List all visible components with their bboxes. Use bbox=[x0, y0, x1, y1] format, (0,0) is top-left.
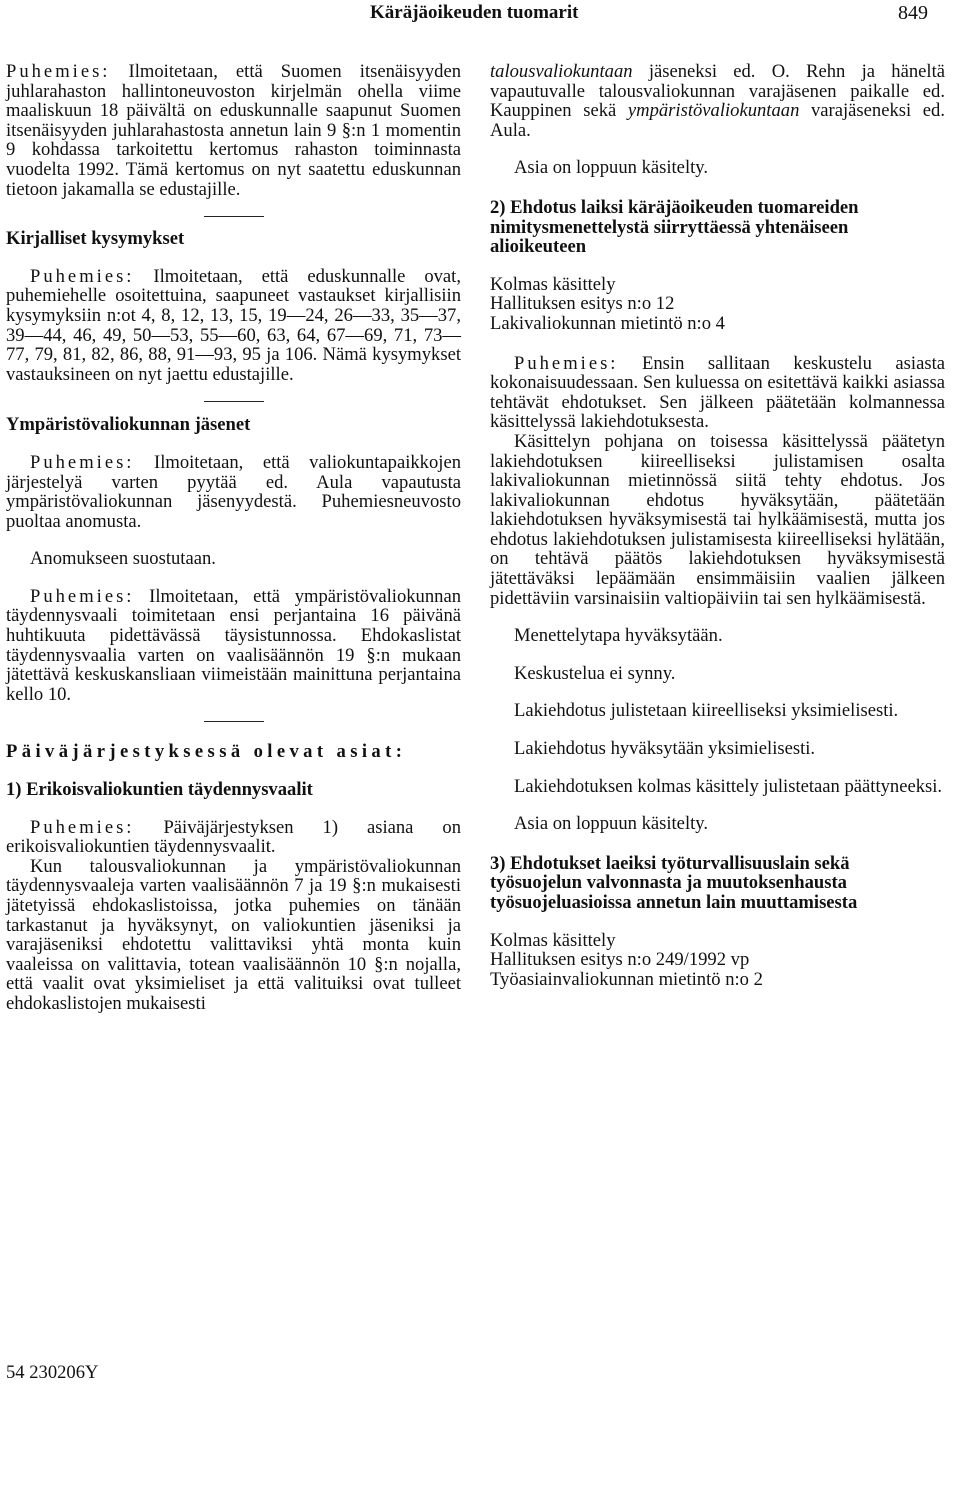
committee-name: ympäristövaliokuntaan bbox=[627, 100, 800, 122]
statement-menettelytapa: Menettelytapa hyväksytään. bbox=[514, 625, 723, 647]
print-code: 54 230206Y bbox=[6, 1362, 99, 1383]
speaker-label: Puhemies: bbox=[30, 265, 135, 287]
paragraph-text: varajäseneksi ed. Aula. bbox=[490, 100, 945, 141]
speaker-label: Puhemies: bbox=[30, 585, 135, 607]
speaker-label: Puhemies: bbox=[6, 61, 111, 82]
closing-line-item-1: Asia on loppuun käsitelty. bbox=[514, 157, 709, 179]
statement-paattyneeksi: Lakiehdotuksen kolmas käsittely julistetaan päättyneeksi. bbox=[514, 775, 943, 797]
statement-kiireelliseksi: Lakiehdotus julistetaan kiireelliseksi yksimielisesti. bbox=[514, 700, 899, 722]
paragraph-text: Ilmoitetaan, että ympäristövaliokunnan täydennysvaali toimitetaan ensi perjantaina 16 päivänä huhtikuuta pidettävässä täysistunnossa. Ehdokaslistat täydennysvaalia varten on vaalisäännön 19 §:n mukaan jätettävä keskuskansliaan viimeistään mainittuna perjantaina kello 10. bbox=[6, 585, 461, 705]
paragraph-taydennysvaali bbox=[6, 587, 461, 705]
right-column bbox=[490, 62, 945, 989]
running-head-title: Käräjäoikeuden tuomarit bbox=[370, 2, 579, 23]
paragraph-text: Ilmoitetaan, että valiokuntapaikkojen järjestelyä varten pyytää ed. Aula vapautusta ympäristövaliokunnan jäsenyydestä. Puhemiesneuvosto puoltaa anomusta. bbox=[6, 451, 461, 532]
speaker-label: Puhemies: bbox=[514, 352, 619, 374]
paragraph-item-1-intro bbox=[6, 818, 461, 857]
paragraph-text: Ensin sallitaan keskustelu asiasta kokonaisuudessaan. Sen kuluessa on esitettävä kaikki asiassa tehtävät ehdotukset. Sen jälkeen päätetään kolmannessa käsittelyssä lakiehdotuksesta. bbox=[490, 352, 945, 433]
paragraph-text: Ilmoitetaan, että Suomen itsenäisyyden juhlarahaston hallintoneuvoston kirjelmän ohella viime maaliskuun 18 päivältä on eduskunnalle saapunut Suomen itsenäisyyden juhlarahastosta annetun lain 9 §:n 1 momentin 9 kohdassa tarkoitettu kertomus rahaston toiminnasta vuodelta 1992. Tämä kertomus on nyt saatettu eduskunnan tietoon jakamalla se edustajille. bbox=[6, 61, 461, 200]
running-head bbox=[0, 0, 960, 30]
speaker-label: Puhemies: bbox=[30, 816, 135, 838]
heading-ymparistovaliokunnan-jasenet: Ympäristövaliokunnan jäsenet bbox=[6, 414, 251, 436]
heading-item-1: 1) Erikoisvaliokuntien täydennysvaalit bbox=[6, 779, 313, 801]
item-2-meta-2: Hallituksen esitys n:o 12 bbox=[490, 293, 675, 315]
paragraph-text: Päiväjärjestyksen 1) asiana on erikoisvaliokuntien täydennysvaalit. bbox=[6, 816, 461, 858]
item-3-meta-3: Työasiainvaliokunnan mietintö n:o 2 bbox=[490, 968, 763, 990]
paragraph-valitut bbox=[490, 62, 945, 140]
heading-kirjalliset-kysymykset: Kirjalliset kysymykset bbox=[6, 228, 185, 250]
paragraph-kirjalliset bbox=[6, 267, 461, 385]
heading-item-2: 2) Ehdotus laiksi käräjäoikeuden tuomareiden nimitysmenettelystä siirryttäessä yhtenäiseen alioikeuteen bbox=[490, 196, 859, 258]
page-number: 849 bbox=[898, 2, 928, 24]
statement-keskustelu: Keskustelua ei synny. bbox=[514, 662, 676, 684]
item-3-meta-2: Hallituksen esitys n:o 249/1992 vp bbox=[490, 949, 750, 971]
speaker-label: Puhemies: bbox=[30, 451, 135, 473]
item-2-meta-1: Kolmas käsittely bbox=[490, 273, 616, 295]
decision-anomus: Anomukseen suostutaan. bbox=[30, 548, 216, 570]
paragraph-juhlarahasto bbox=[6, 62, 461, 199]
paragraph-item-2-speaker bbox=[490, 354, 945, 432]
paragraph-text: Ilmoitetaan, että eduskunnalle ovat, puhemiehelle osoitettuina, saapuneet vastaukset kirjallisiin kysymyksiin n:ot 4, 8, 12, 13, 15, 19—24, 26—33, 35—37, 39—44, 46, 49, 50—53, 55—60, 63, 64, 67—69, 71, 73—77, 79, 81, 82, 86, 88, 91—93, 95 ja 106. Nämä kysymykset vastauksineen on nyt jaettu edustajille. bbox=[6, 265, 461, 385]
statement-hyvaksytaan: Lakiehdotus hyväksytään yksimielisesti. bbox=[514, 738, 816, 760]
heading-item-3: 3) Ehdotukset laeiksi työturvallisuuslain sekä työsuojelun valvonnasta ja muutoksenhausta työsuojeluasioissa annetun lain muuttamisesta bbox=[490, 852, 858, 913]
item-3-meta-1: Kolmas käsittely bbox=[490, 929, 616, 951]
paragraph-ymparisto-vapautus bbox=[6, 453, 461, 531]
paragraph-item-2-basis: Käsittelyn pohjana on toisessa käsittelyssä päätetyn lakiehdotuksen kiireelliseksi julistamisen osalta lakivaliokunnan mietinnössä siitä tehty ehdotus. Jos lakivaliokunnan ehdotus hyväksytään, päätetään lakiehdotuksen hyväksymisestä tai hylkäämisestä, mutta jos ehdotus lakiehdotuksen julistamisesta kiireelliseksi hylätään, on tehtävä päätös lakiehdotuksen hyväksymisestä jätettäväksi lepäämään ensimmäisiin vaalien jälkeen pidettäviin varsinaisiin valtiopäiviin tai sen hylkäämisestä. bbox=[490, 430, 945, 609]
item-2-meta-3: Lakivaliokunnan mietintö n:o 4 bbox=[490, 312, 725, 334]
paragraph-text: jäseneksi ed. O. Rehn ja häneltä vapautuvalle talousvaliokunnan varajäsenen paikalle ed. Kauppinen sekä bbox=[490, 61, 945, 122]
closing-line-item-2: Asia on loppuun käsitelty. bbox=[514, 813, 709, 835]
committee-name: talousvaliokuntaan bbox=[490, 61, 633, 82]
heading-paivajarjestys: Päiväjärjestyksessä olevat asiat: bbox=[6, 741, 407, 763]
paragraph-item-1-vaalit: Kun talousvaliokunnan ja ympäristövaliokunnan täydennysvaaleja varten vaalisäännön 7 ja 19 §:n mukaisesti jätetyissä ehdokaslistoissa, jotka puhemies on tänään tarkastanut ja hyväksynyt, on valiokuntien jäseniksi ja varajäseniksi ehdotettu valittaviksi yhtä monta kuin vaaleissa on valittavia, totean vaalisäännön 10 §:n nojalla, että vaalit ovat yksimieliset ja että valituiksi ovat tulleet ehdokaslistojen mukaisesti bbox=[6, 855, 461, 1014]
left-column bbox=[6, 62, 461, 1014]
